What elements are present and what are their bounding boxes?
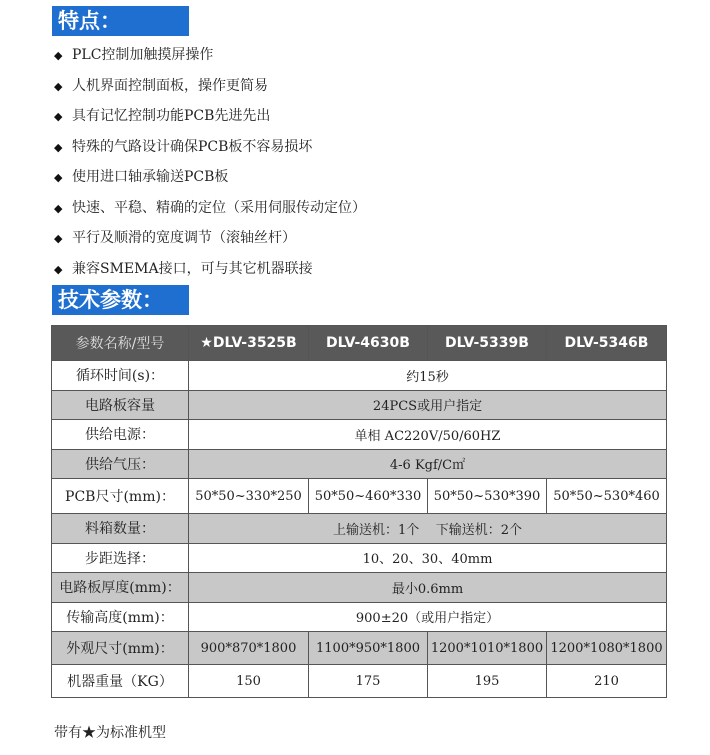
row-label: PCB尺寸(mm)： xyxy=(52,479,189,514)
row-value: 上输送机：1个 下输送机：2个 xyxy=(189,514,667,544)
row-label: 外观尺寸(mm)： xyxy=(52,632,189,665)
row-value: 900±20（或用户指定） xyxy=(189,602,667,632)
row-label: 机器重量（KG） xyxy=(52,665,189,698)
table-row xyxy=(52,479,667,514)
header-cell-param: 参数名称/型号 xyxy=(52,326,189,361)
diamond-bullet-icon: ◆ xyxy=(54,140,63,154)
spec-table xyxy=(51,325,667,698)
row-value: 单相 AC220V/50/60HZ xyxy=(189,420,667,450)
row-label: 供给电源： xyxy=(52,420,189,450)
row-value: 175 xyxy=(309,665,428,698)
table-row xyxy=(52,543,667,573)
header-cell-model: ★DLV-3525B xyxy=(189,326,309,361)
header-cell-model: DLV-5346B xyxy=(547,326,667,361)
specs-heading: 技术参数： xyxy=(52,285,189,315)
diamond-bullet-icon: ◆ xyxy=(54,171,63,184)
features-heading: 特点： xyxy=(52,6,189,36)
diamond-bullet-icon: ◆ xyxy=(54,49,63,62)
row-label: 料箱数量： xyxy=(52,514,189,544)
row-value: 50*50~330*250 xyxy=(189,479,309,514)
header-cell-model: DLV-5339B xyxy=(428,326,547,361)
row-value: 900*870*1800 xyxy=(189,632,309,665)
list-item: ◆ PLC控制加触摸屏操作 xyxy=(54,40,674,71)
table-row xyxy=(52,602,667,632)
row-value: 最小0.6mm xyxy=(189,573,667,603)
table-row xyxy=(52,449,667,479)
row-label: 传输高度(mm)： xyxy=(52,602,189,632)
row-value: 1200*1010*1800 xyxy=(428,632,547,665)
header-cell-model: DLV-4630B xyxy=(309,326,428,361)
table-header-row xyxy=(52,326,667,361)
row-value: 4-6 Kgf/C㎡ xyxy=(189,449,667,479)
table-row xyxy=(52,573,667,603)
row-value: 1200*1080*1800 xyxy=(547,632,667,665)
row-label: 步距选择： xyxy=(52,543,189,573)
row-value: 150 xyxy=(189,665,309,698)
row-label: 循环时间(s)： xyxy=(52,361,189,391)
table-row xyxy=(52,420,667,450)
row-value: 195 xyxy=(428,665,547,698)
diamond-bullet-icon: ◆ xyxy=(54,232,63,245)
row-label: 电路板容量 xyxy=(52,390,189,420)
list-item: ◆ 快速、平稳、精确的定位（采用伺服传动定位） xyxy=(54,193,674,224)
table-row xyxy=(52,361,667,391)
diamond-bullet-icon: ◆ xyxy=(54,262,63,276)
row-value: 1100*950*1800 xyxy=(309,632,428,665)
row-label: 电路板厚度(mm)： xyxy=(52,573,189,603)
list-item: ◆ 平行及顺滑的宽度调节（滚轴丝杆） xyxy=(54,223,674,254)
table-row xyxy=(52,632,667,665)
standard-model-note: 带有★为标准机型 xyxy=(54,725,166,741)
table-row xyxy=(52,665,667,698)
row-label: 供给气压： xyxy=(52,449,189,479)
diamond-bullet-icon: ◆ xyxy=(54,201,63,215)
list-item: ◆ 兼容SMEMA接口，可与其它机器联接 xyxy=(54,254,674,285)
row-value: 50*50~530*390 xyxy=(428,479,547,514)
list-item: ◆ 使用进口轴承输送PCB板 xyxy=(54,162,674,193)
list-item: ◆ 特殊的气路设计确保PCB板不容易损坏 xyxy=(54,132,674,163)
row-value: 24PCS或用户指定 xyxy=(189,390,667,420)
list-item: ◆ 人机界面控制面板，操作更简易 xyxy=(54,71,674,102)
table-row xyxy=(52,390,667,420)
features-list xyxy=(54,40,674,284)
diamond-bullet-icon: ◆ xyxy=(54,110,63,123)
row-value: 50*50~530*460 xyxy=(547,479,667,514)
diamond-bullet-icon: ◆ xyxy=(54,79,63,93)
row-value: 50*50~460*330 xyxy=(309,479,428,514)
row-value: 10、20、30、40mm xyxy=(189,543,667,573)
list-item: ◆ 具有记忆控制功能PCB先进先出 xyxy=(54,101,674,132)
row-value: 210 xyxy=(547,665,667,698)
table-row xyxy=(52,514,667,544)
row-value: 约15秒 xyxy=(189,361,667,391)
